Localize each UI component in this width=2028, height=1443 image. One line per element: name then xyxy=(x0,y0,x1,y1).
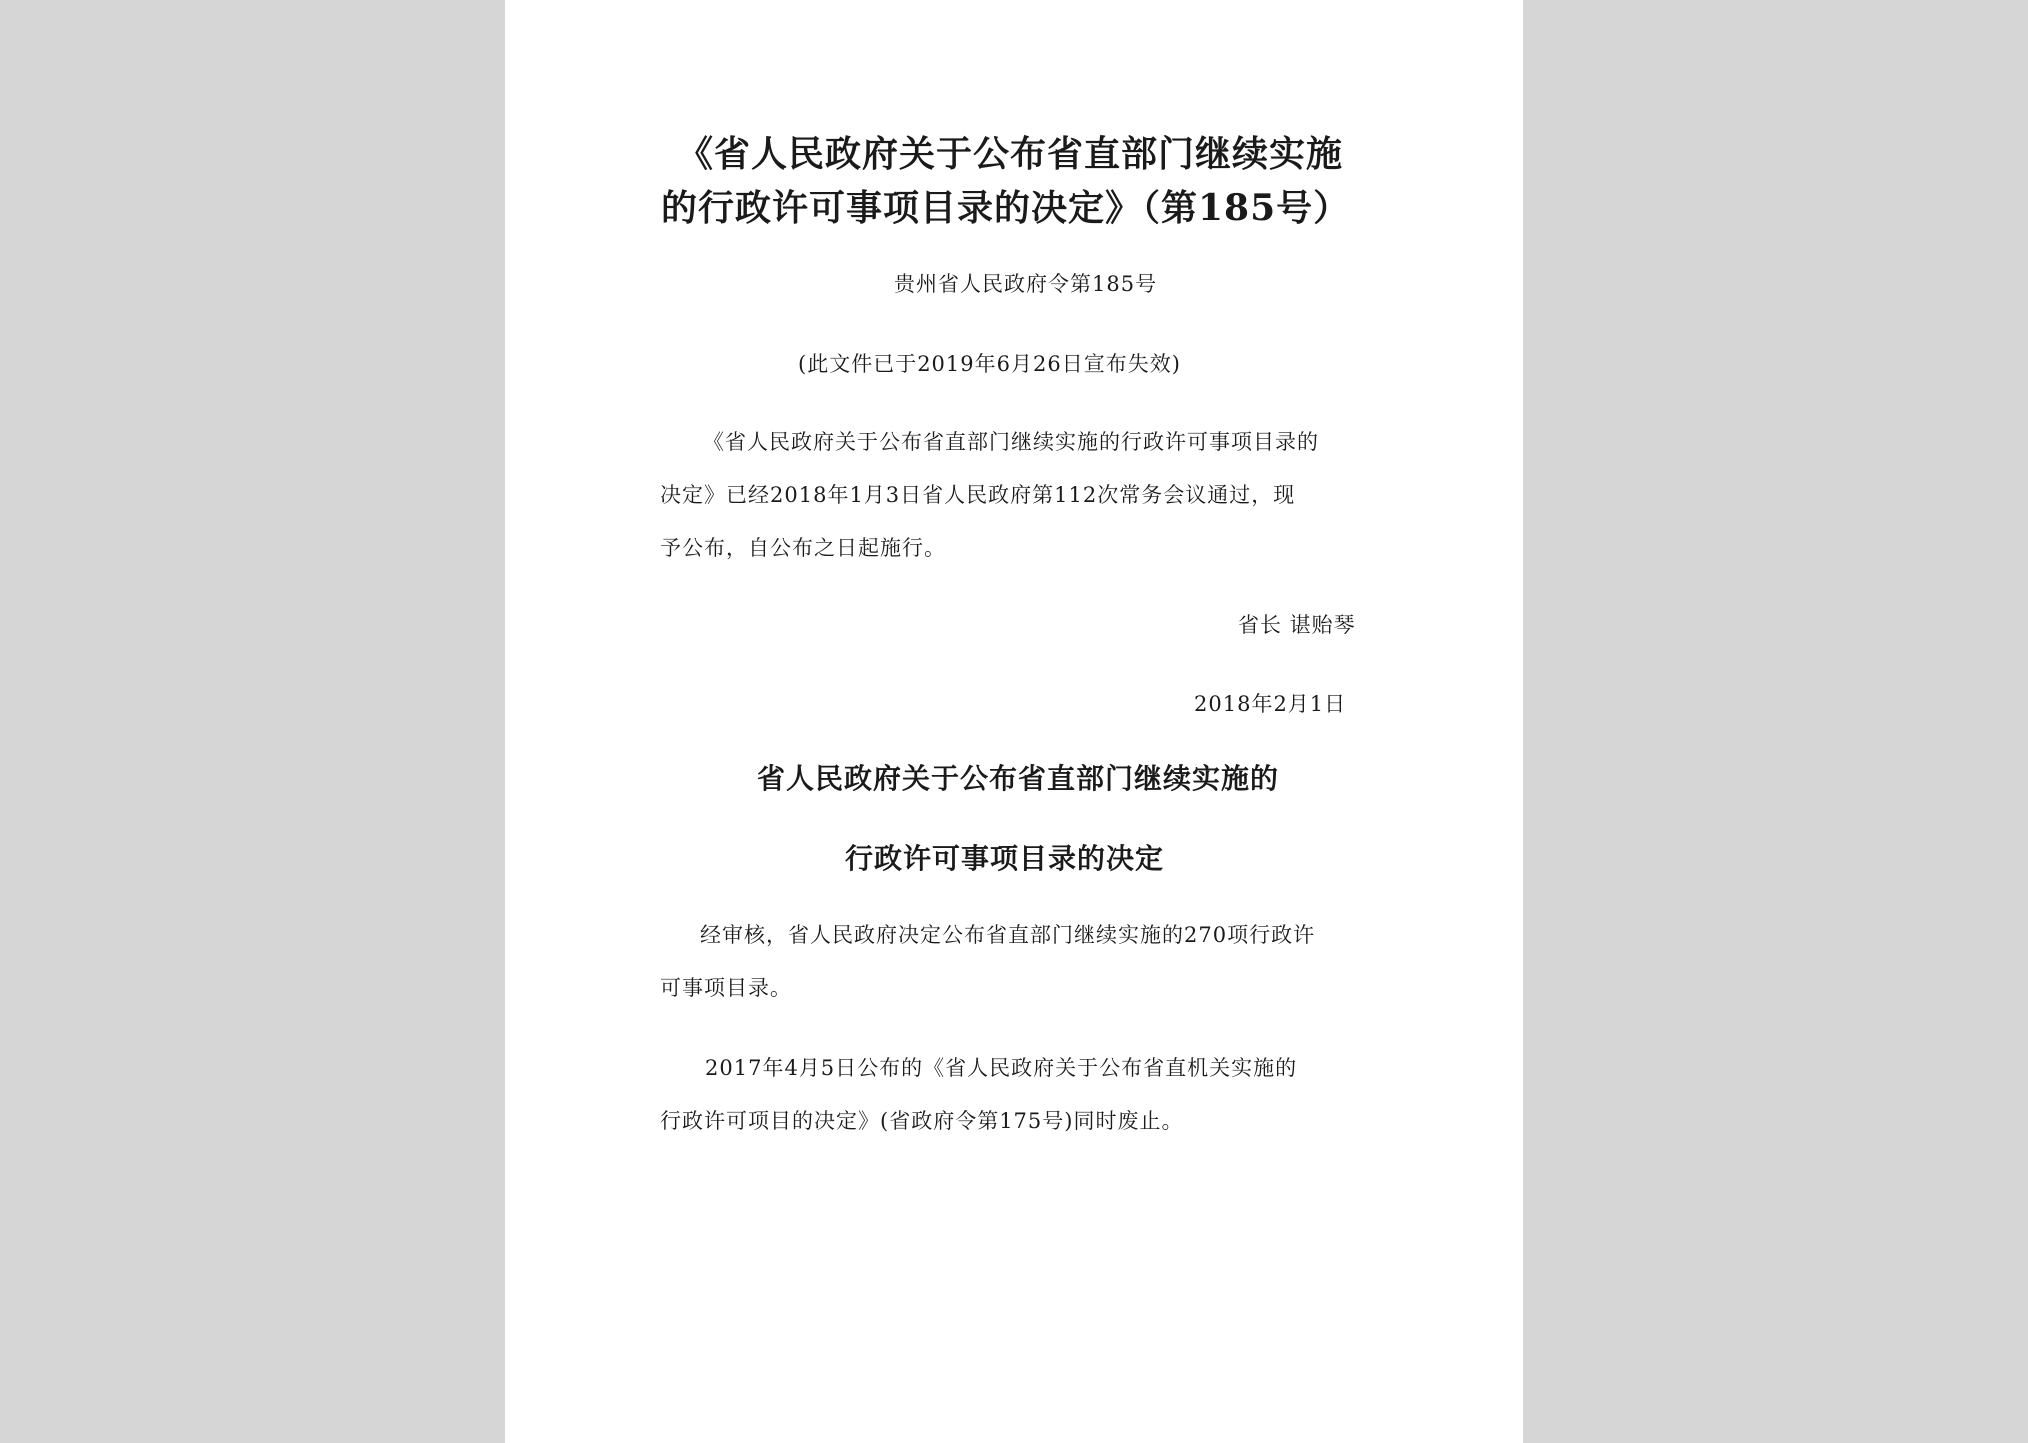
order-number: 贵州省人民政府令第185号 xyxy=(894,272,1158,296)
paragraph-1-line-1: 经审核，省人民政府决定公布省直部门继续实施的270项行政许 xyxy=(700,923,1316,947)
decision-title-line-2: 行政许可事项目录的决定 xyxy=(845,842,1165,875)
paragraph-2-line-1: 2017年4月5日公布的《省人民政府关于公布省直机关实施的 xyxy=(705,1056,1298,1080)
invalid-note: (此文件已于2019年6月26日宣布失效) xyxy=(798,352,1181,376)
document-page xyxy=(505,0,1523,1443)
title-line-1: 《省人民政府关于公布省直部门继续实施 xyxy=(677,133,1344,175)
decision-title-line-1: 省人民政府关于公布省直部门继续实施的 xyxy=(757,762,1280,795)
title-line-2: 的行政许可事项目录的决定》（第185号） xyxy=(661,187,1351,229)
promulgation-line-3: 予公布，自公布之日起施行。 xyxy=(660,536,946,560)
date: 2018年2月1日 xyxy=(1194,692,1347,716)
paragraph-2-line-2: 行政许可项目的决定》(省政府令第175号)同时废止。 xyxy=(660,1109,1184,1133)
paragraph-1-line-2: 可事项目录。 xyxy=(660,976,792,1000)
promulgation-line-1: 《省人民政府关于公布省直部门继续实施的行政许可事项目录的 xyxy=(703,430,1319,454)
promulgation-line-2: 决定》已经2018年1月3日省人民政府第112次常务会议通过，现 xyxy=(660,483,1296,507)
signature: 省长 谌贻琴 xyxy=(1238,613,1356,637)
